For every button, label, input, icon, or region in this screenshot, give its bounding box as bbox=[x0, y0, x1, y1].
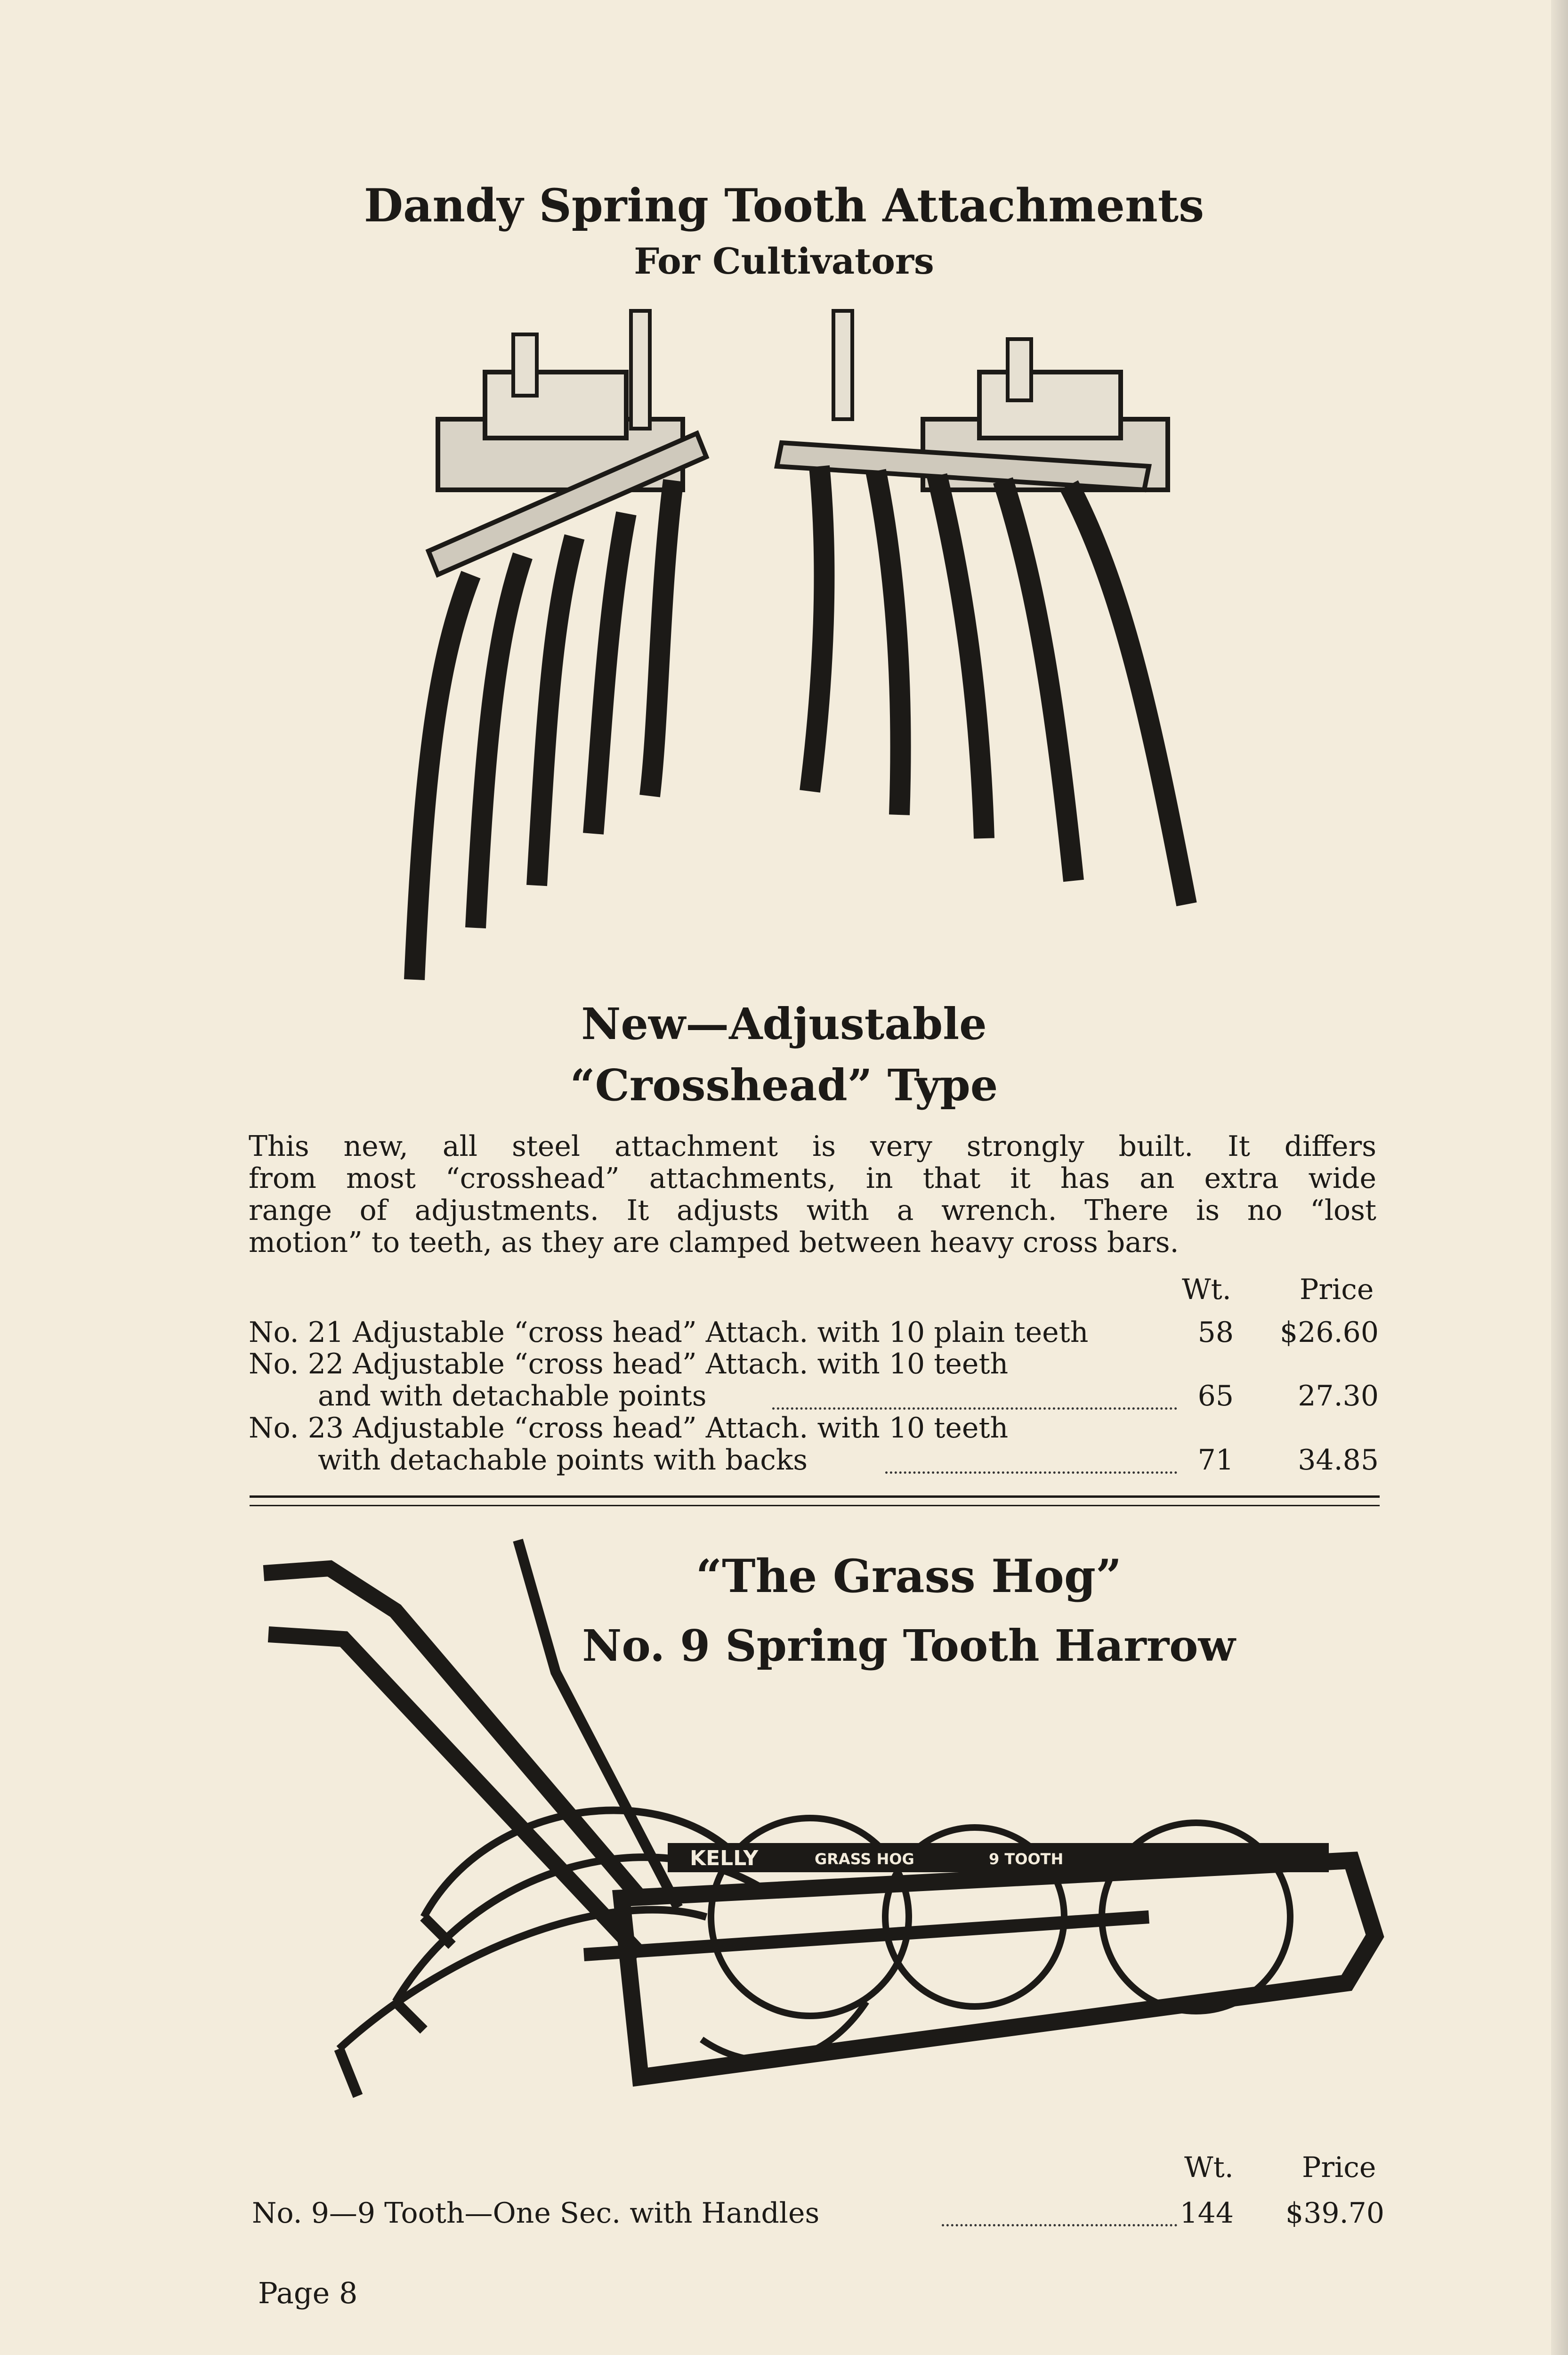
section-divider bbox=[250, 1495, 1380, 1498]
page-title: Dandy Spring Tooth Attachments bbox=[364, 179, 1204, 232]
item-weight: 65 bbox=[1197, 1380, 1234, 1413]
item-description: No. 22 Adjustable “cross head” Attach. with 10 teeth bbox=[249, 1348, 1009, 1381]
page-subtitle: For Cultivators bbox=[634, 240, 934, 282]
page-number: Page 8 bbox=[258, 2276, 358, 2310]
item-price: $39.70 bbox=[1285, 2197, 1384, 2230]
grass-hog-subtitle: No. 9 Spring Tooth Harrow bbox=[582, 1620, 1236, 1671]
item-description-cont: and with detachable points bbox=[318, 1380, 707, 1413]
item-description-cont: with detachable points with backs bbox=[318, 1444, 808, 1477]
section-divider bbox=[250, 1505, 1380, 1506]
item-price: 34.85 bbox=[1298, 1444, 1379, 1477]
description-line: from most “crosshead” attachments, in that it has an extra wide bbox=[249, 1162, 1376, 1195]
grass-hog-title: “The Grass Hog” bbox=[695, 1550, 1122, 1603]
col-price-header: Price bbox=[1300, 1273, 1374, 1306]
item-weight: 144 bbox=[1180, 2197, 1234, 2230]
crosshead-title: New—Adjustable bbox=[581, 999, 987, 1049]
dot-leader bbox=[772, 1407, 1177, 1410]
crosshead-description bbox=[249, 1130, 1376, 1259]
page-edge bbox=[1551, 0, 1568, 2355]
dot-leader bbox=[885, 1471, 1177, 1474]
item-description: No. 21 Adjustable “cross head” Attach. with 10 plain teeth bbox=[249, 1316, 1089, 1349]
item-weight: 58 bbox=[1197, 1316, 1234, 1349]
item-price: 27.30 bbox=[1298, 1380, 1379, 1413]
col-price-header: Price bbox=[1302, 2151, 1376, 2184]
description-line: range of adjustments. It adjusts with a wrench. There is no “lost bbox=[249, 1194, 1376, 1227]
crosshead-subtitle: “Crosshead” Type bbox=[570, 1060, 998, 1111]
harrow-label-grass-hog: GRASS HOG bbox=[815, 1850, 914, 1868]
dot-leader bbox=[942, 2224, 1177, 2226]
item-price: $26.60 bbox=[1280, 1316, 1379, 1349]
item-description: No. 23 Adjustable “cross head” Attach. with 10 teeth bbox=[249, 1412, 1009, 1445]
spring-tooth-attachments-illustration bbox=[396, 301, 1234, 999]
description-line: motion” to teeth, as they are clamped between heavy cross bars. bbox=[249, 1226, 1179, 1259]
item-description: No. 9—9 Tooth—One Sec. with Handles bbox=[252, 2197, 820, 2230]
item-weight: 71 bbox=[1197, 1444, 1234, 1477]
col-wt-header: Wt. bbox=[1184, 2151, 1234, 2184]
harrow-label-kelly: KELLY bbox=[690, 1846, 759, 1870]
description-line: This new, all steel attachment is very strongly built. It differs bbox=[249, 1130, 1376, 1163]
grass-hog-harrow-illustration bbox=[254, 1531, 1394, 2143]
harrow-label-tooth: 9 TOOTH bbox=[989, 1850, 1064, 1868]
col-wt-header: Wt. bbox=[1182, 1273, 1231, 1306]
